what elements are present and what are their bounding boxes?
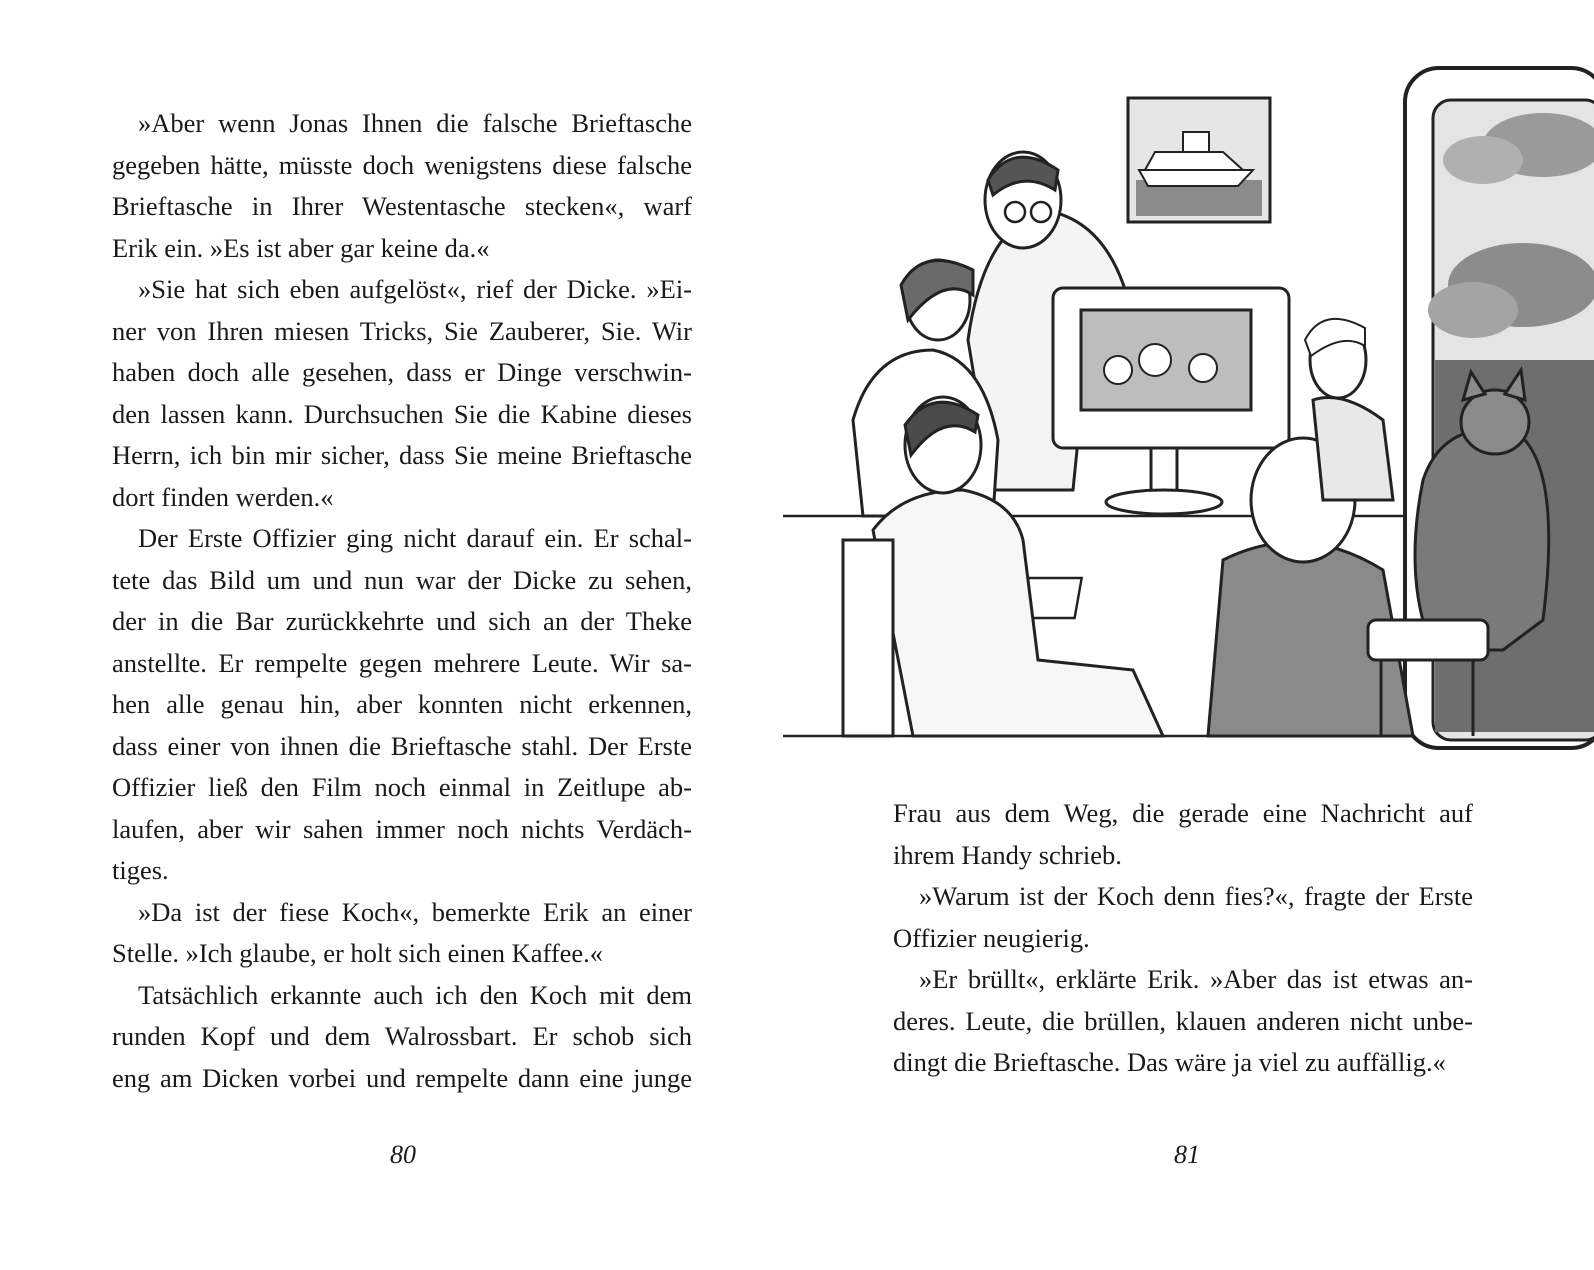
text-line: Frau aus dem Weg, die gerade eine Nachricht auf	[893, 798, 1473, 828]
page-number-left: 80	[390, 1140, 416, 1169]
text-line: dass einer von ihnen die Brieftasche stahl. Der Erste	[112, 730, 692, 761]
ship-office-illustration	[783, 60, 1594, 750]
text-line: Brieftasche in Ihrer Westentasche stecken«, warf	[112, 191, 692, 221]
text-line: Herrn, ich bin mir sicher, dass Sie meine Brieftasche	[112, 440, 692, 470]
text-line: den lassen kann. Durchsuchen Sie die Kabine dieses	[112, 398, 692, 429]
text-line: tete das Bild um und nun war der Dicke zu sehen,	[112, 564, 692, 595]
text-line: dort finden werden.«	[112, 481, 334, 512]
text-line: runden Kopf und dem Walrossbart. Er schob sich	[112, 1021, 692, 1051]
text-line: Offizier ließ den Film noch einmal in Zeitlupe ab-	[112, 772, 692, 802]
text-line: haben doch alle gesehen, dass er Dinge verschwin-	[112, 357, 692, 387]
text-line: Der Erste Offizier ging nicht darauf ein. Er schal-	[138, 523, 692, 553]
text-line: Stelle. »Ich glaube, er holt sich einen Kaffee.«	[112, 938, 604, 968]
cloud	[1428, 282, 1518, 338]
text-line: gegeben hätte, müsste doch wenigstens diese falsche	[112, 149, 692, 180]
text-line: deres. Leute, die brüllen, klauen anderen nicht unbe-	[893, 1005, 1473, 1036]
left-page-text	[112, 103, 692, 1099]
right-page-text	[893, 793, 1473, 1084]
right-page	[797, 0, 1594, 1270]
text-line: eng am Dicken vorbei und rempelte dann eine junge	[112, 1062, 692, 1093]
text-line: »Aber wenn Jonas Ihnen die falsche Brieftasche	[138, 108, 692, 138]
text-line: ihrem Handy schrieb.	[893, 839, 1122, 870]
text-line: laufen, aber wir sahen immer noch nichts Verdäch-	[112, 813, 692, 844]
page-number-right: 81	[1174, 1140, 1200, 1169]
text-line: dingt die Brieftasche. Das wäre ja viel zu auffällig.«	[893, 1047, 1446, 1077]
cloud	[1443, 136, 1523, 184]
text-line: tiges.	[112, 855, 169, 885]
text-line: anstellte. Er rempelte gegen mehrere Leute. Wir sa-	[112, 647, 692, 678]
ship-picture	[1128, 98, 1270, 222]
text-line: »Warum ist der Koch denn fies?«, fragte der Erste	[919, 881, 1473, 911]
text-line: Erik ein. »Es ist aber gar keine da.«	[112, 232, 490, 263]
text-line: ner von Ihren miesen Tricks, Sie Zauberer, Sie. Wir	[112, 315, 692, 346]
text-line: »Sie hat sich eben aufgelöst«, rief der Dicke. »Ei-	[138, 274, 692, 304]
text-line: hen alle genau hin, aber konnten nicht erkennen,	[112, 689, 692, 719]
text-line: Tatsächlich erkannte auch ich den Koch mit dem	[138, 979, 692, 1010]
text-line: »Da ist der fiese Koch«, bemerkte Erik an einer	[138, 896, 692, 927]
text-line: der in die Bar zurückkehrte und sich an der Theke	[112, 606, 692, 636]
text-line: »Er brüllt«, erklärte Erik. »Aber das ist etwas an-	[919, 964, 1473, 994]
text-line: Offizier neugierig.	[893, 922, 1090, 953]
